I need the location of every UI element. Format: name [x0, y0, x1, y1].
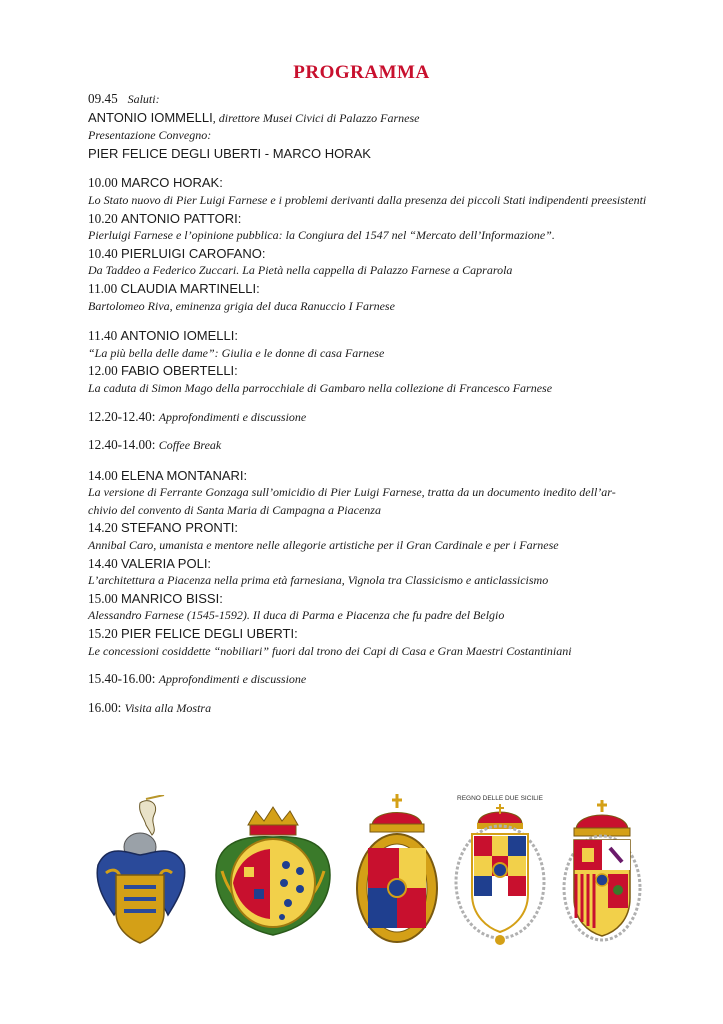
- talk-topic-continued: chivio del convento di Santa Maria di Campagna a Piacenza: [88, 502, 381, 517]
- talk-item: [88, 467, 688, 520]
- talk-speaker: FABIO OBERTELLI:: [120, 363, 238, 379]
- talk-time: 14.40: [88, 555, 118, 571]
- opening-time: 09.45: [88, 91, 118, 106]
- programme-content: [88, 90, 688, 717]
- talk-speaker: CLAUDIA MARTINELLI:: [120, 280, 260, 296]
- visit-text: Visita alla Mostra: [124, 700, 212, 715]
- talk-topic: “La più bella delle dame”: Giulia e le donne di casa Farnese: [88, 345, 385, 360]
- discussion-text: Approfondimenti e discussione: [158, 409, 307, 424]
- talk-time: 12.00: [88, 363, 118, 379]
- discussion-1: [88, 408, 688, 427]
- talk-topic: L’architettura a Piacenza nella prima età farnesiana, Vignola tra Classicismo e anticlassicismo: [88, 573, 549, 588]
- talk-item: [88, 280, 688, 315]
- discussion-time: 15.40-16.00:: [88, 671, 156, 687]
- visit-time: 16.00:: [88, 699, 122, 715]
- talk-speaker: ELENA MONTANARI:: [120, 467, 248, 483]
- spanish-royal-crest-icon: [560, 798, 645, 948]
- talk-speaker: STEFANO PRONTI:: [120, 520, 238, 536]
- talk-speaker: PIER FELICE DEGLI UBERTI:: [120, 626, 298, 642]
- talk-item: [88, 327, 688, 362]
- talk-topic: La versione di Ferrante Gonzaga sull’omicidio di Pier Luigi Farnese, tratta da un documento inedito dell’ar-: [88, 485, 616, 500]
- talk-topic: Pierluigi Farnese e l’opinione pubblica: la Congiura del 1547 nel “Mercato dell’Informazione”.: [88, 228, 555, 243]
- talk-time: 14.20: [88, 520, 118, 536]
- presenters: PIER FELICE DEGLI UBERTI - MARCO HORAK: [88, 145, 371, 161]
- presentation-label: Presentazione Convegno:: [88, 128, 212, 143]
- talk-topic: Alessandro Farnese (1545-1592). Il duca di Parma e Piacenza che fu padre del Belgio: [88, 608, 505, 623]
- talk-speaker: VALERIA POLI:: [120, 555, 212, 571]
- session-3: [88, 467, 688, 661]
- coffee-break: [88, 436, 688, 455]
- talk-topic: Da Taddeo a Federico Zuccari. La Pietà nella cappella di Palazzo Farnese a Caprarola: [88, 263, 513, 278]
- opening-speaker: ANTONIO IOMMELLI: [88, 109, 213, 125]
- break-time: 12.40-14.00:: [88, 437, 156, 453]
- talk-item: [88, 555, 688, 590]
- talk-time: 15.00: [88, 590, 118, 606]
- talk-topic: Annibal Caro, umanista e mentore nelle allegorie artistiche per il Gran Cardinale e per i Farnese: [88, 538, 559, 553]
- talk-topic: La caduta di Simon Mago della parrocchiale di Gambaro nella collezione di Francesco Farnese: [88, 380, 553, 395]
- bourbon-crest-icon: [352, 792, 442, 947]
- talk-topic: Bartolomeo Riva, eminenza grigia del duca Ranuccio I Farnese: [88, 298, 395, 313]
- talk-topic: Le concessioni cosiddette “nobiliari” fuori dal trono dei Capi di Casa e Gran Maestri Costantiniani: [88, 643, 572, 658]
- farnese-crest-icon: [208, 805, 338, 945]
- unicorn-crest-icon: [88, 795, 193, 945]
- talk-speaker: MANRICO BISSI:: [120, 590, 223, 606]
- coats-of-arms-row: [80, 790, 650, 950]
- talk-speaker: MARCO HORAK:: [120, 175, 223, 191]
- opening-speaker-role: , direttore Musei Civici di Palazzo Farnese: [212, 110, 420, 125]
- two-sicilies-crest-icon: [450, 790, 550, 950]
- talk-speaker: PIERLUIGI CAROFANO:: [120, 245, 266, 261]
- talk-item: [88, 362, 688, 397]
- session-2: [88, 327, 688, 397]
- talk-item: [88, 590, 688, 625]
- talk-speaker: ANTONIO PATTORI:: [120, 210, 242, 226]
- talk-item: [88, 174, 688, 209]
- crest-banner-text: REGNO DELLE DUE SICILIE: [457, 795, 543, 802]
- talk-time: 14.00: [88, 467, 118, 483]
- discussion-time: 12.20-12.40:: [88, 408, 156, 424]
- opening-line: [88, 90, 688, 109]
- talk-time: 11.40: [88, 328, 118, 344]
- session-1: [88, 174, 688, 315]
- break-text: Coffee Break: [158, 438, 222, 453]
- talk-time: 10.40: [88, 245, 118, 261]
- talk-time: 11.00: [88, 280, 118, 296]
- opening-speaker-line: [88, 109, 688, 128]
- talk-time: 15.20: [88, 626, 118, 642]
- museum-visit: [88, 699, 688, 718]
- discussion-2: [88, 670, 688, 689]
- discussion-text: Approfondimenti e discussione: [158, 672, 307, 687]
- talk-time: 10.00: [88, 175, 118, 191]
- talk-item: [88, 210, 688, 245]
- talk-speaker: ANTONIO IOMELLI:: [120, 328, 238, 344]
- talk-topic: Lo Stato nuovo di Pier Luigi Farnese e i problemi derivanti dalla presenza dei piccoli Stati indipendenti preesistenti: [88, 192, 647, 207]
- talk-item: [88, 519, 688, 554]
- talk-item: [88, 245, 688, 280]
- talk-time: 10.20: [88, 210, 118, 226]
- talk-item: [88, 625, 688, 660]
- page-title: PROGRAMMA: [293, 62, 430, 83]
- opening-label: Saluti:: [127, 92, 160, 106]
